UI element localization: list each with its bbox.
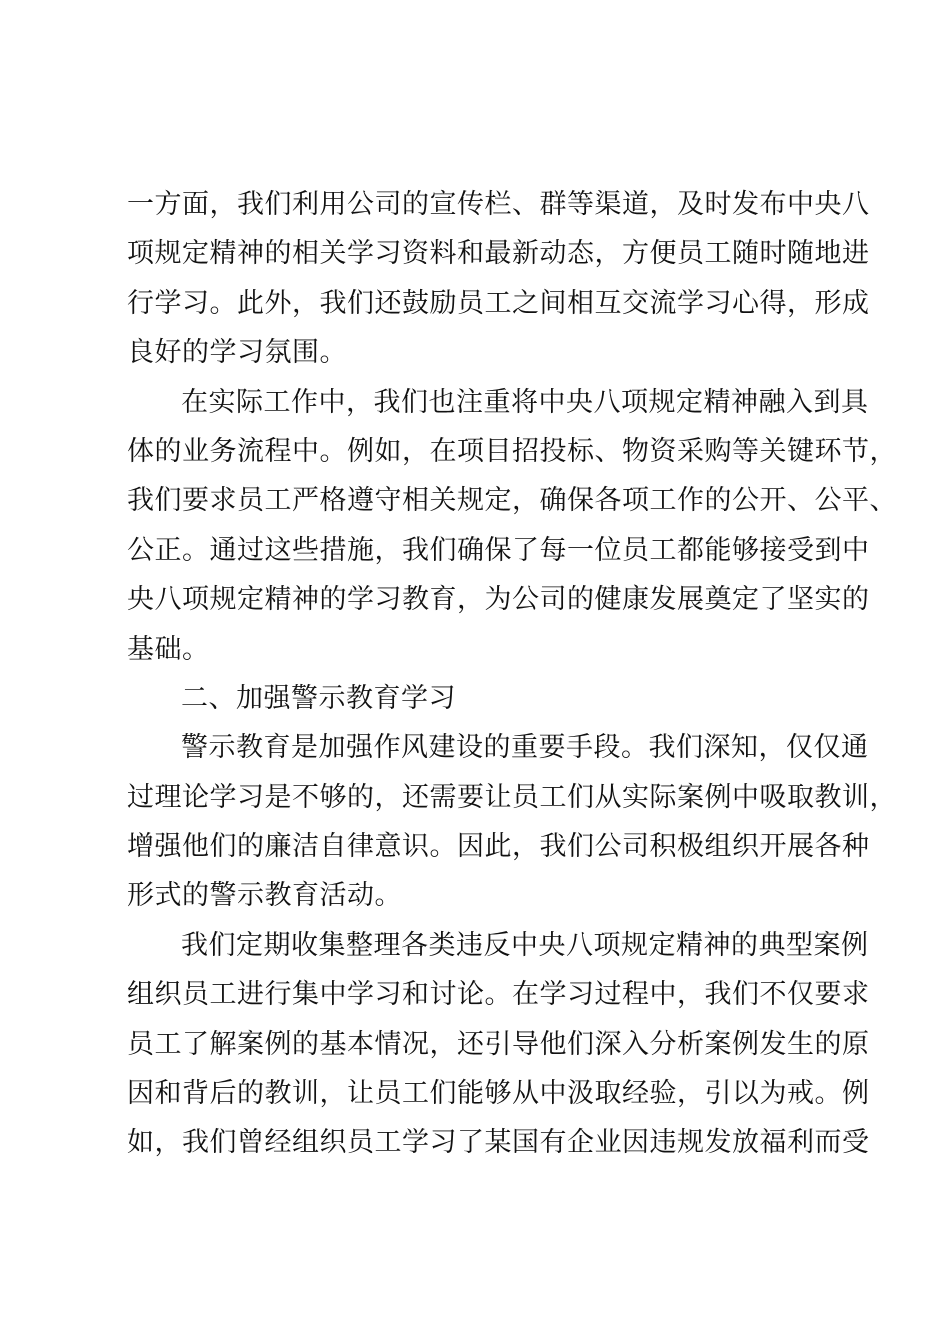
text-line: 公正。通过这些措施，我们确保了每一位员工都能够接受到中 xyxy=(127,534,870,566)
paragraph-first-line: 我们定期收集整理各类违反中央八项规定精神的典型案例 xyxy=(181,929,869,961)
text-line: 央八项规定精神的学习教育，为公司的健康发展奠定了坚实的 xyxy=(127,584,870,616)
text-line: 体的业务流程中。例如，在项目招投标、物资采购等关键环节， xyxy=(127,435,897,467)
text-line: 员工了解案例的基本情况，还引导他们深入分析案例发生的原 xyxy=(127,1028,870,1060)
paragraph-first-line: 在实际工作中，我们也注重将中央八项规定精神融入到具 xyxy=(181,386,869,418)
text-line: 过理论学习是不够的，还需要让员工们从实际案例中吸取教训， xyxy=(127,781,897,813)
text-line: 项规定精神的相关学习资料和最新动态，方便员工随时随地进 xyxy=(127,238,870,270)
text-line: 形式的警示教育活动。 xyxy=(127,880,402,912)
text-line: 一方面，我们利用公司的宣传栏、群等渠道，及时发布中央八 xyxy=(127,189,870,220)
section-heading: 二、加强警示教育学习 xyxy=(181,682,456,714)
text-line: 行学习。此外，我们还鼓励员工之间相互交流学习心得，形成 xyxy=(127,287,870,319)
paragraph-first-line: 警示教育是加强作风建设的重要手段。我们深知，仅仅通 xyxy=(181,732,869,764)
text-line: 我们要求员工严格遵守相关规定，确保各项工作的公开、公平、 xyxy=(127,485,897,517)
text-line: 因和背后的教训，让员工们能够从中汲取经验，引以为戒。例 xyxy=(127,1078,870,1110)
text-line: 如，我们曾经组织员工学习了某国有企业因违规发放福利而受 xyxy=(127,1127,870,1159)
text-line: 基础。 xyxy=(127,633,210,665)
text-line: 增强他们的廉洁自律意识。因此，我们公司积极组织开展各种 xyxy=(127,831,870,863)
document-body xyxy=(127,180,897,1168)
text-line: 良好的学习氛围。 xyxy=(127,337,347,369)
text-line: 组织员工进行集中学习和讨论。在学习过程中，我们不仅要求 xyxy=(127,979,870,1011)
